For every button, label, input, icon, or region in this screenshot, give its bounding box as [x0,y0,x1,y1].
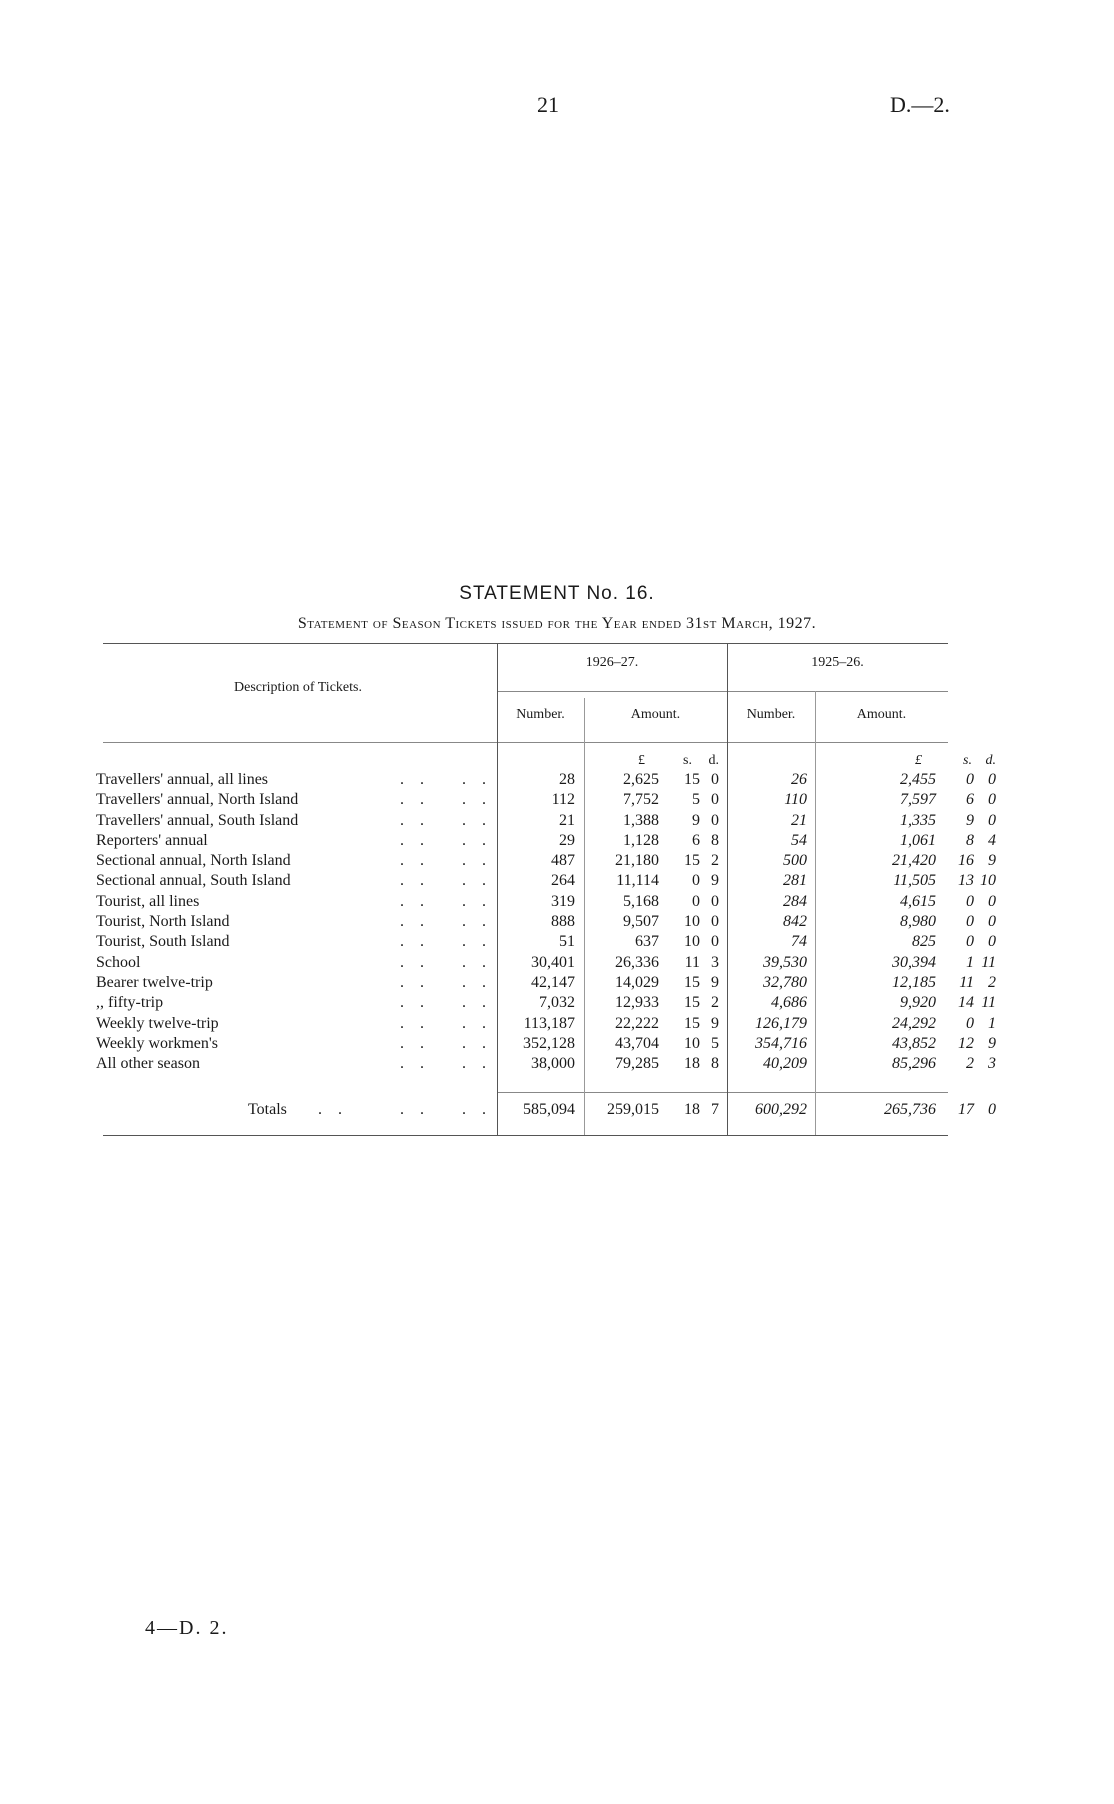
shillings-1925-26: 12 [958,1034,974,1052]
leader-dots: . . [318,1101,348,1118]
number-1926-27: 38,000 [531,1055,575,1073]
leader-dots: . . [400,913,430,931]
pence-1926-27: 0 [711,933,719,951]
pounds-1925-26: 2,455 [900,771,936,788]
number-1925-26: 284 [783,892,807,910]
shillings-1926-27: 10 [684,913,700,931]
table-row [0,953,1114,973]
pound-unit: £ [915,753,922,768]
ticket-description: Travellers' annual, North Island [96,791,299,809]
shillings-1925-26: 16 [958,852,974,870]
shillings-1926-27: 15 [684,852,700,870]
pounds-1926-27: 79,285 [615,1055,659,1073]
pounds-1926-27: 7,752 [623,791,659,809]
period-1925-26-header: 1925–26. [811,655,864,670]
pounds-1925-26: 9,920 [900,994,936,1012]
table-row [0,1054,1114,1074]
leader-dots: . . [400,811,430,829]
document-reference: D.—2. [890,92,950,117]
pounds-1926-27: 9,507 [623,913,659,931]
ticket-description: Reporters' annual [96,831,208,849]
table-top-rule [103,643,948,644]
number-1926-27: 51 [559,933,575,951]
pence-1926-27: 8 [711,831,719,849]
pounds-1926-27: 11,114 [616,872,659,890]
ticket-description: Travellers' annual, all lines [96,771,269,788]
pounds-1925-26: 825 [912,933,936,951]
pounds-1925-26: 11,505 [893,872,936,890]
leader-dots: . . [400,973,430,991]
ticket-description: All other season [96,1055,200,1073]
leader-dots: . . [462,811,492,829]
leader-dots: . . [462,994,492,1012]
leader-dots: . . [400,953,430,971]
table-row [0,831,1114,851]
pence-1926-27: 2 [711,852,719,870]
page-number: 21 [537,92,559,117]
shillings-1926-27: 11 [684,953,700,971]
leader-dots: . . [462,852,492,870]
pounds-1926-27: 1,128 [623,831,659,849]
leader-dots: . . [400,791,430,809]
number-1926-27: 264 [551,872,575,890]
shillings-1926-27: 9 [692,811,700,829]
table-bottom-rule [103,1135,948,1136]
leader-dots: . . [462,1034,492,1052]
pence-1926-27: 0 [711,892,719,910]
shillings-1925-26: 0 [966,892,974,910]
statement-subtitle: Statement of Season Tickets issued for the Year ended 31st March, 1927. [297,615,817,632]
shillings-1925-26: 13 [958,872,974,890]
table-row [0,912,1114,932]
pounds-1925-26: 30,394 [892,953,936,971]
period-1926-27-header: 1926–27. [585,655,639,670]
table-row [0,1034,1114,1054]
pounds-1925-26: 85,296 [892,1055,936,1073]
pence-1925-26: 0 [988,771,996,788]
number-1925-26: 500 [783,852,807,870]
number-1925-26: 126,179 [755,1014,807,1032]
ticket-description: Weekly workmen's [96,1034,219,1052]
ticket-description: Tourist, all lines [96,892,200,910]
leader-dots: . . [400,994,430,1012]
number-1926-27: 352,128 [523,1034,575,1052]
pounds-1926-27: 2,625 [623,771,659,788]
ticket-description: Tourist, North Island [96,913,230,931]
table-row [0,851,1114,871]
shillings-1925-26: 0 [966,1014,974,1032]
leader-dots: . . [462,831,492,849]
pounds-1926-27: 5,168 [623,892,659,910]
pence-1926-27: 5 [711,1034,719,1052]
leader-dots: . . [462,913,492,931]
number-1926-27: 30,401 [531,953,575,971]
leader-dots: . . [400,892,430,910]
pence-1925-26: 4 [988,831,996,849]
pounds-1926-27: 637 [635,933,659,951]
pounds-1925-26: 7,597 [900,791,936,809]
number-1925-26: 281 [783,872,807,890]
pence-1925-26: 0 [988,933,996,951]
number-1925-26: 32,780 [763,973,807,991]
totals-top-rule [497,1092,948,1093]
table-body [0,770,1114,1074]
pounds-1925-26: 4,615 [900,892,936,910]
number-1926-27: 112 [551,791,575,809]
ticket-description: ,, fifty-trip [96,994,164,1012]
number-1925-26: 39,530 [763,953,807,971]
table-row [0,932,1114,952]
pounds-1925-26: 1,061 [900,831,936,849]
pence-1926-27: 9 [711,1014,719,1032]
pence-1926-27: 3 [711,953,719,971]
pence-1925-26: 9 [988,852,996,870]
leader-dots: . . [462,872,492,890]
table-row [0,973,1114,993]
number-1926-27: 7,032 [539,994,575,1012]
table-row [0,871,1114,891]
footer-reference: 4—D. 2. [145,1617,229,1639]
pounds-1925-26: 43,852 [892,1034,936,1052]
shillings-1925-26: 8 [966,831,974,849]
pence-1926-27: 8 [711,1055,719,1073]
table-row [0,1014,1114,1034]
number-1926-27: 113,187 [523,1014,575,1032]
number-1926-27: 888 [551,913,575,931]
leader-dots: . . [400,852,430,870]
pence-unit: d. [708,753,719,768]
header-bottom-rule [103,742,948,743]
totals-label: Totals [248,1101,287,1118]
shilling-unit: s. [683,753,692,768]
pounds-1925-26: 8,980 [900,913,936,931]
shillings-1925-26: 9 [966,811,974,829]
table-row [0,993,1114,1013]
ticket-description: Travellers' annual, South Island [96,811,299,829]
leader-dots: . . [462,1101,492,1118]
shilling-unit: s. [963,753,972,768]
leader-dots: . . [400,831,430,849]
leader-dots: . . [400,1034,430,1052]
total-shillings-1926-27: 18 [684,1101,700,1118]
table-row [0,770,1114,790]
shillings-1926-27: 0 [692,872,700,890]
leader-dots: . . [462,1014,492,1032]
pence-1925-26: 0 [988,892,996,910]
number-1925-26: 26 [791,771,807,788]
shillings-1926-27: 10 [684,933,700,951]
pounds-1925-26: 21,420 [892,852,936,870]
leader-dots: . . [400,1014,430,1032]
pence-1926-27: 0 [711,913,719,931]
shillings-1925-26: 0 [966,913,974,931]
shillings-1926-27: 5 [692,791,700,809]
number-1925-26: 21 [791,811,807,829]
pence-1925-26: 2 [988,973,996,991]
leader-dots: . . [462,973,492,991]
ticket-description: Sectional annual, South Island [96,872,291,890]
ticket-description: Bearer twelve-trip [96,973,213,991]
number-1925-26: 4,686 [771,994,807,1012]
ticket-description: School [96,953,141,971]
table-row [0,892,1114,912]
ticket-description: Tourist, South Island [96,933,230,951]
leader-dots: . . [462,1055,492,1073]
pence-1925-26: 0 [988,913,996,931]
number-1926-27: 42,147 [531,973,575,991]
shillings-1926-27: 15 [684,973,700,991]
pence-1926-27: 0 [711,811,719,829]
number-1925-26: 74 [791,933,807,951]
number-1925-26: 842 [783,913,807,931]
leader-dots: . . [462,933,492,951]
statement-title: STATEMENT No. 16. [459,583,655,604]
leader-dots: . . [400,1055,430,1073]
pence-1926-27: 9 [711,973,719,991]
pence-1925-26: 11 [981,953,996,971]
shillings-1925-26: 1 [966,953,974,971]
pence-1925-26: 9 [988,1034,996,1052]
shillings-1926-27: 0 [692,892,700,910]
pounds-1925-26: 1,335 [900,811,936,829]
ticket-description: Sectional annual, North Island [96,852,291,870]
shillings-1926-27: 10 [684,1034,700,1052]
number-1926-27: 21 [559,811,575,829]
number-1925-26: 54 [791,831,807,849]
shillings-1925-26: 0 [966,771,974,788]
amount-header: Amount. [630,707,681,722]
pence-1925-26: 1 [988,1014,996,1032]
period-header-rule [497,691,948,692]
leader-dots: . . [400,872,430,890]
shillings-1926-27: 6 [692,831,700,849]
number-1925-26: 354,716 [755,1034,807,1052]
pence-1926-27: 0 [711,771,719,788]
number-1926-27: 28 [559,771,575,788]
pence-1925-26: 3 [988,1055,996,1073]
table-row [0,790,1114,810]
total-pence-1925-26: 0 [988,1101,996,1118]
leader-dots: . . [462,892,492,910]
shillings-1926-27: 15 [684,1014,700,1032]
pounds-1926-27: 21,180 [615,852,659,870]
shillings-1925-26: 0 [966,933,974,951]
pence-1925-26: 10 [980,872,996,890]
pence-1925-26: 0 [988,791,996,809]
pounds-1926-27: 14,029 [615,973,659,991]
leader-dots: . . [462,791,492,809]
pounds-1925-26: 12,185 [892,973,936,991]
leader-dots: . . [400,771,430,788]
number-1926-27: 29 [559,831,575,849]
table-row [0,811,1114,831]
total-pounds-1926-27: 259,015 [607,1101,659,1118]
shillings-1926-27: 15 [684,771,700,788]
total-pounds-1925-26: 265,736 [884,1101,936,1118]
leader-dots: . . [462,953,492,971]
pounds-1925-26: 24,292 [892,1014,936,1032]
pence-1926-27: 0 [711,791,719,809]
pence-1926-27: 9 [711,872,719,890]
description-header: Description of Tickets. [234,680,362,695]
shillings-1925-26: 2 [966,1055,974,1073]
pounds-1926-27: 12,933 [615,994,659,1012]
leader-dots: . . [400,1101,430,1118]
shillings-1925-26: 11 [959,973,974,991]
shillings-1925-26: 6 [966,791,974,809]
pence-1925-26: 0 [988,811,996,829]
shillings-1926-27: 15 [684,994,700,1012]
total-number-1925-26: 600,292 [755,1101,807,1118]
number-1926-27: 487 [551,852,575,870]
total-number-1926-27: 585,094 [523,1101,575,1118]
number-header: Number. [746,707,796,722]
pence-1925-26: 11 [981,994,996,1012]
leader-dots: . . [462,771,492,788]
pound-unit: £ [638,753,645,768]
pounds-1926-27: 1,388 [623,811,659,829]
pence-1926-27: 2 [711,994,719,1012]
totals-row [0,1099,1114,1121]
number-1925-26: 110 [784,791,807,809]
number-1926-27: 319 [551,892,575,910]
number-1925-26: 40,209 [763,1055,807,1073]
pence-unit: d. [985,753,996,768]
shillings-1925-26: 14 [958,994,974,1012]
pounds-1926-27: 22,222 [615,1014,659,1032]
leader-dots: . . [400,933,430,951]
total-shillings-1925-26: 17 [958,1101,974,1118]
number-header: Number. [516,707,565,722]
pounds-1926-27: 43,704 [615,1034,659,1052]
amount-header: Amount. [856,707,907,722]
shillings-1926-27: 18 [684,1055,700,1073]
total-pence-1926-27: 7 [711,1101,719,1118]
ticket-description: Weekly twelve-trip [96,1014,219,1032]
pounds-1926-27: 26,336 [615,953,659,971]
